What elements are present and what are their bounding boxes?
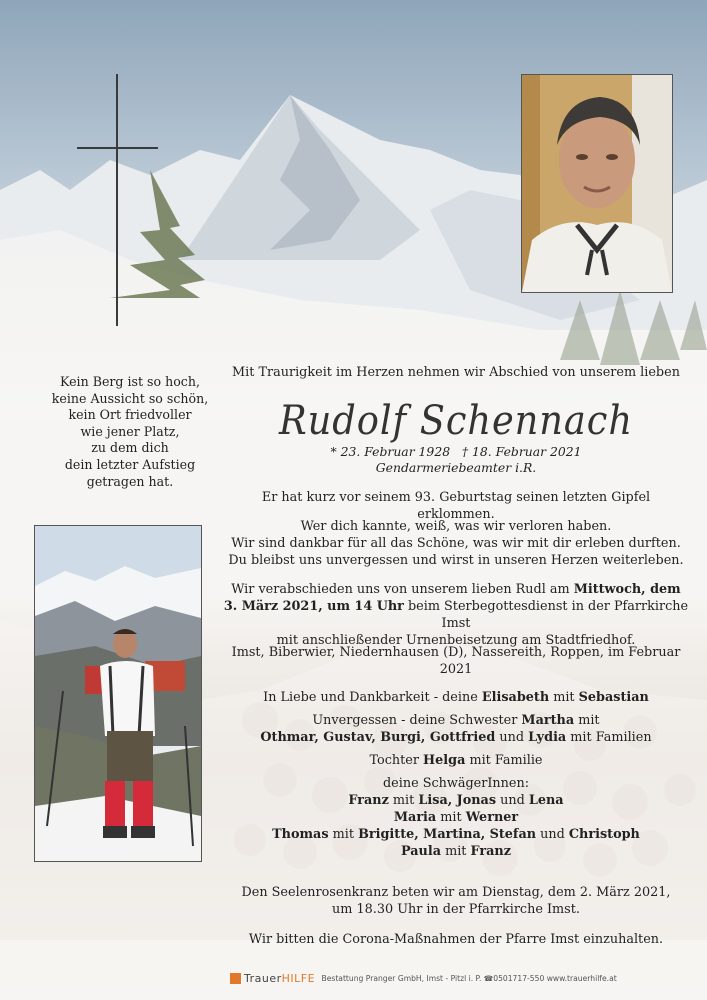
- birth-death-dates: * 23. Februar 1928 † 18. Februar 2021: [330, 444, 582, 459]
- poem-line: Kein Berg ist so hoch,: [60, 374, 200, 389]
- footer: [230, 972, 700, 985]
- poem-line: keine Aussicht so schön,: [51, 390, 209, 406]
- rosary-text: Den Seelenrosenkranz beten wir am Dienstag, dem 2. März 2021, um 18.30 Uhr in der Pfarrkirche Imst.: [241, 885, 671, 917]
- deceased-name: Rudolf Schennach: [279, 398, 633, 444]
- remembrance-line: Du bleibst uns unvergessen und wirst in unseren Herzen weiterleben.: [228, 553, 684, 568]
- intro-text: Mit Traurigkeit im Herzen nehmen wir Abschied von unserem lieben: [232, 365, 680, 380]
- trauerhilfe-logo: TrauerHILFE: [244, 972, 316, 985]
- poem-line: zu dem dich: [91, 440, 169, 456]
- places-date: Imst, Biberwier, Niedernhausen (D), Nassereith, Roppen, im Februar 2021: [231, 645, 681, 677]
- funeral-text: Wir verabschieden uns von unserem lieben Rudl am: [231, 582, 574, 597]
- inlaws-line: Paula mit Franz: [400, 844, 511, 859]
- funeral-text: beim Sterbegottesdienst in der Pfarrkirche Imst: [403, 599, 689, 631]
- remembrance-line: Wir sind dankbar für all das Schöne, was wir mit dir erleben durften.: [231, 536, 681, 551]
- funeral-details: [222, 581, 690, 649]
- inlaws-title: deine SchwägerInnen:: [382, 776, 530, 791]
- remembrance-line: Wer dich kannte, weiß, was wir verloren haben.: [300, 519, 612, 534]
- cross-icon: [116, 74, 118, 326]
- poem-line: kein Ort friedvoller: [68, 407, 192, 423]
- funeral-day: Mittwoch, dem: [573, 582, 681, 597]
- funeral-date-time: 3. März 2021, um 14 Uhr: [223, 599, 404, 614]
- family-daughter-line: Tochter Helga mit Familie: [369, 753, 543, 768]
- life-dates: [222, 444, 690, 476]
- skier-photo: [34, 525, 202, 862]
- remembrance-text: [222, 518, 690, 569]
- family-siblings-line: Othmar, Gustav, Burgi, Gottfried und Lydia mit Familien: [260, 730, 652, 745]
- last-summit-text: Er hat kurz vor seinem 93. Geburtstag seinen letzten Gipfel erklommen.: [261, 490, 651, 522]
- footer-contact: Bestattung Pranger GmbH, Imst - Pitzl i. P. ☎0501717-550 www.trauerhilfe.at: [321, 973, 617, 983]
- poem-line: getragen hat.: [86, 473, 174, 489]
- family-list: [222, 689, 690, 860]
- family-sister-line: Unvergessen - deine Schwester Martha mit: [312, 713, 600, 728]
- inlaws-line: Thomas mit Brigitte, Martina, Stefan und Christoph: [272, 827, 640, 842]
- cross-icon-bar: [77, 147, 158, 149]
- poem-line: dein letzter Aufstieg: [64, 456, 196, 472]
- profession: Gendarmeriebeamter i.R.: [375, 460, 537, 475]
- poem: [40, 374, 220, 490]
- inlaws-line: Maria mit Werner: [393, 810, 519, 825]
- corona-notice: Wir bitten die Corona-Maßnahmen der Pfarre Imst einzuhalten.: [248, 932, 664, 947]
- trauerhilfe-logo-icon: [230, 973, 241, 984]
- inlaws-line: Franz mit Lisa, Jonas und Lena: [348, 793, 564, 808]
- funeral-burial: mit anschließender Urnenbeisetzung am Stadtfriedhof.: [276, 633, 636, 648]
- family-wife-line: In Liebe und Dankbarkeit - deine Elisabeth mit Sebastian: [263, 690, 649, 705]
- portrait-photo: [521, 74, 673, 293]
- poem-line: wie jener Platz,: [80, 423, 180, 439]
